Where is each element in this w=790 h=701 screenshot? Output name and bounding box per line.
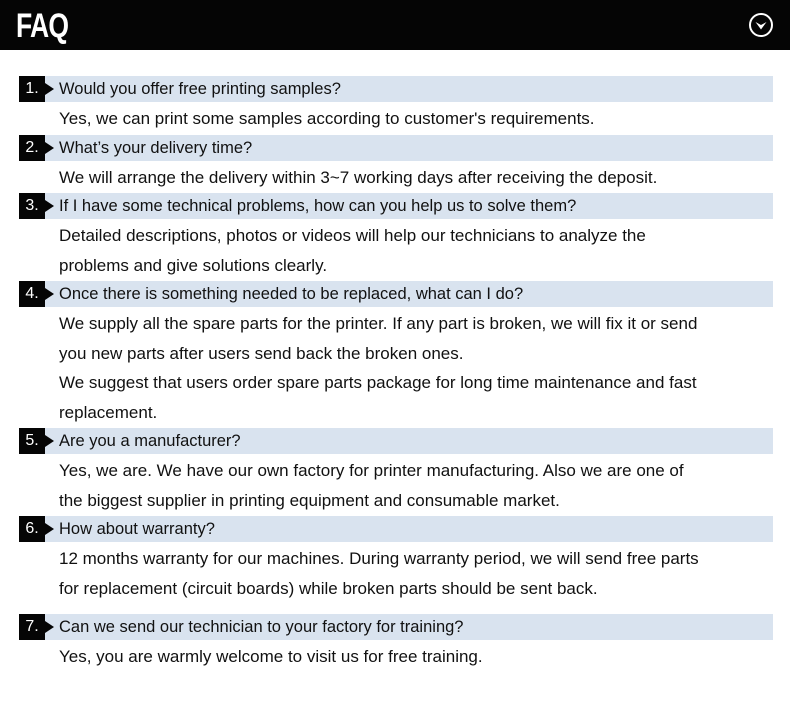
question-row	[19, 193, 773, 219]
answer-line: We will arrange the delivery within 3~7 working days after receiving the deposit.	[59, 167, 658, 187]
question-number: 2.	[19, 135, 45, 161]
question-text: How about warranty?	[59, 520, 215, 538]
question-number: 5.	[19, 428, 45, 454]
question-number: 3.	[19, 193, 45, 219]
question-text: What’s your delivery time?	[59, 138, 253, 157]
arrow-right-icon	[45, 435, 54, 447]
answer-line: Yes, you are warmly welcome to visit us for free training.	[59, 647, 483, 666]
answer-block	[19, 640, 773, 673]
arrow-right-icon	[45, 200, 54, 212]
answer-line: 12 months warranty for our machines. During warranty period, we will send free parts	[59, 549, 699, 568]
faq-item	[19, 135, 773, 194]
question-text: Once there is something needed to be replaced, what can I do?	[59, 285, 524, 303]
faq-item	[19, 614, 773, 673]
answer-line: problems and give solutions clearly.	[59, 255, 328, 275]
arrow-right-icon	[45, 523, 54, 535]
question-text: Can we send our technician to your factory for training?	[59, 618, 464, 636]
faq-item	[19, 76, 773, 135]
answer-block	[19, 102, 773, 135]
question-number: 1.	[19, 76, 45, 102]
arrow-right-icon	[45, 83, 54, 95]
answer-line: Yes, we are. We have our own factory for printer manufacturing. Also we are one of	[59, 461, 684, 480]
answer-block	[19, 219, 773, 281]
answer-line: for replacement (circuit boards) while broken parts should be sent back.	[59, 578, 598, 598]
answer-block	[19, 307, 773, 428]
question-text: Would you offer free printing samples?	[59, 80, 341, 98]
question-row	[19, 76, 773, 102]
answer-block	[19, 161, 773, 194]
question-row	[19, 135, 773, 161]
arrow-right-icon	[45, 621, 54, 633]
answer-line: We suggest that users order spare parts package for long time maintenance and fast	[59, 373, 697, 392]
answer-line: Yes, we can print some samples according to customer's requirements.	[59, 109, 595, 128]
chevron-down-circle-icon[interactable]	[748, 12, 774, 38]
arrow-right-icon	[45, 288, 54, 300]
question-row	[19, 281, 773, 307]
page-title: FAQ	[16, 7, 69, 45]
question-number: 7.	[19, 614, 45, 640]
answer-line: the biggest supplier in printing equipment and consumable market.	[59, 490, 560, 510]
answer-line: replacement.	[59, 402, 158, 422]
answer-line: you new parts after users send back the broken ones.	[59, 343, 464, 363]
arrow-right-icon	[45, 142, 54, 154]
question-row	[19, 516, 773, 542]
faq-header	[0, 0, 790, 50]
answer-block	[19, 454, 773, 516]
faq-list	[19, 76, 773, 673]
faq-item	[19, 516, 773, 604]
question-text: If I have some technical problems, how can you help us to solve them?	[59, 197, 577, 215]
faq-item	[19, 281, 773, 428]
question-number: 6.	[19, 516, 45, 542]
question-number: 4.	[19, 281, 45, 307]
answer-block	[19, 542, 773, 604]
question-row	[19, 614, 773, 640]
faq-item	[19, 428, 773, 516]
question-text: Are you a manufacturer?	[59, 432, 241, 450]
answer-line: Detailed descriptions, photos or videos will help our technicians to analyze the	[59, 226, 646, 245]
faq-item	[19, 193, 773, 281]
answer-line: We supply all the spare parts for the printer. If any part is broken, we will fix it or send	[59, 314, 698, 333]
question-row	[19, 428, 773, 454]
